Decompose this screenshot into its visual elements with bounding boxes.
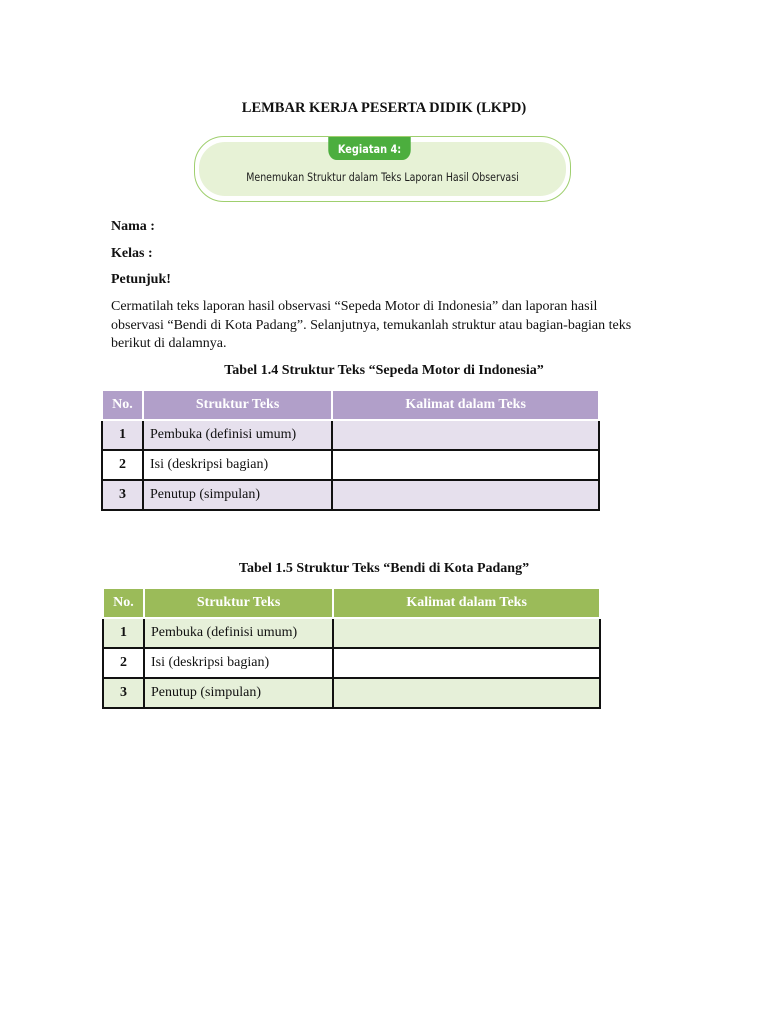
kelas-label: Kelas : <box>111 246 153 261</box>
row-no: 1 <box>103 618 144 648</box>
row-no: 1 <box>102 420 143 450</box>
row-struktur: Isi (deskripsi bagian) <box>144 648 333 678</box>
row-no: 2 <box>103 648 144 678</box>
table-row <box>103 648 600 678</box>
row-struktur: Penutup (simpulan) <box>143 480 332 510</box>
table-row <box>103 618 600 648</box>
table-header-row <box>103 588 600 618</box>
table-header-row <box>102 390 599 420</box>
row-kalimat-cell[interactable] <box>333 678 600 708</box>
row-kalimat-cell[interactable] <box>333 648 600 678</box>
header-struktur: Struktur Teks <box>143 390 332 420</box>
row-kalimat-cell[interactable] <box>332 450 599 480</box>
table2-caption: Tabel 1.5 Struktur Teks “Bendi di Kota Padang” <box>238 561 530 576</box>
row-struktur: Isi (deskripsi bagian) <box>143 450 332 480</box>
row-no: 3 <box>102 480 143 510</box>
row-kalimat-cell[interactable] <box>332 420 599 450</box>
row-no: 3 <box>103 678 144 708</box>
header-no: No. <box>103 588 144 618</box>
header-struktur: Struktur Teks <box>144 588 333 618</box>
header-no: No. <box>102 390 143 420</box>
table-sepeda-motor <box>101 389 600 511</box>
table1-caption: Tabel 1.4 Struktur Teks “Sepeda Motor di Indonesia” <box>224 363 544 378</box>
row-kalimat-cell[interactable] <box>332 480 599 510</box>
banner-subtitle: Menemukan Struktur dalam Teks Laporan Hasil Observasi <box>246 170 519 184</box>
table-row <box>102 420 599 450</box>
header-kalimat: Kalimat dalam Teks <box>332 390 599 420</box>
table-row <box>102 450 599 480</box>
banner-tab-label: Kegiatan 4: <box>328 137 410 160</box>
row-kalimat-cell[interactable] <box>333 618 600 648</box>
page-title: LEMBAR KERJA PESERTA DIDIK (LKPD) <box>241 100 527 116</box>
row-struktur: Pembuka (definisi umum) <box>143 420 332 450</box>
nama-label: Nama : <box>111 219 155 234</box>
row-struktur: Penutup (simpulan) <box>144 678 333 708</box>
table-bendi-padang <box>102 587 601 709</box>
table-row <box>102 480 599 510</box>
petunjuk-label: Petunjuk! <box>111 272 171 287</box>
row-no: 2 <box>102 450 143 480</box>
header-kalimat: Kalimat dalam Teks <box>333 588 600 618</box>
table-row <box>103 678 600 708</box>
instructions-paragraph: Cermatilah teks laporan hasil observasi “Sepeda Motor di Indonesia” dan laporan hasil observasi “Bendi di Kota Padang”. Selanjutnya, temukanlah struktur atau bagian-bagian teks berikut di dalamnya. <box>111 299 632 351</box>
row-struktur: Pembuka (definisi umum) <box>144 618 333 648</box>
